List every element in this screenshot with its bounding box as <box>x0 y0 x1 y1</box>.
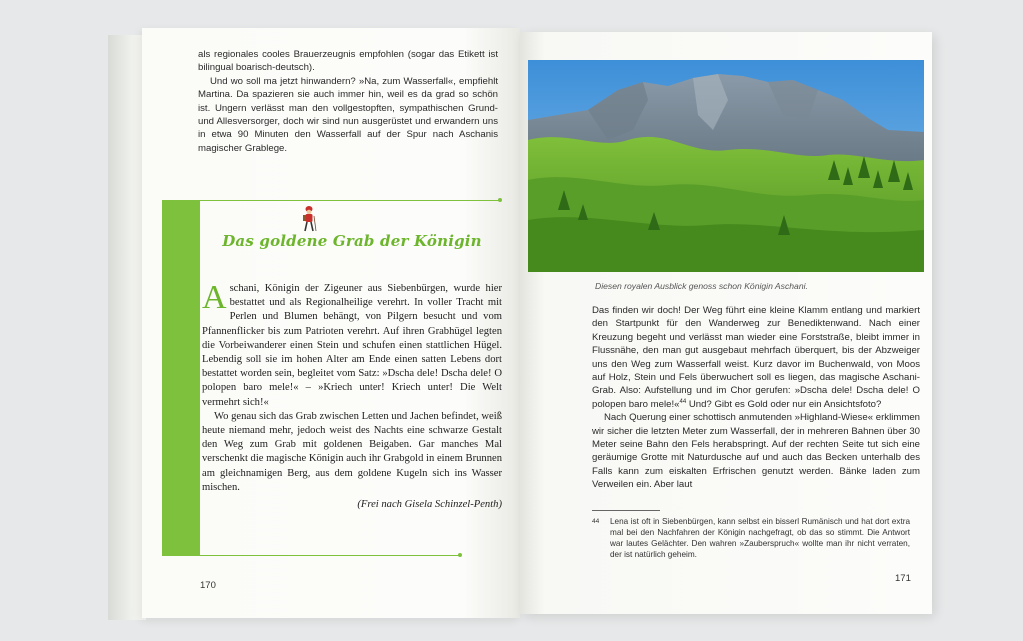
paragraph: Das finden wir doch! Der Weg führt eine kleine Klamm entlang und markiert den Startpunkt für den Wanderweg zur Benediktenwand. Nach einer Kreuzung begeht und verlässt man wieder eine Forststraße, bleibt immer in Flussnähe, den man gut ausgebaut mehrfach überquert, bis der Abzweiger uns den Weg zum Wasserfall weist. Kurz davor im Buchenwald, von Moos auf Holz, Stein und Fels überwuchert soll es liegen, das magische Aschani-Grab. Also: Aufstellung und im Chor gerufen: »Dscha dele! Dscha dele! O polopen baro mele!« <box>592 305 920 410</box>
paragraph: Nach Querung einer schottisch anmutenden »Highland-Wiese« erklimmen wir sicher die letzten Meter zum Wasserfall, der in mehreren Bahnen über 30 Meter seine Bahn den Fels herabspringt. Auf der rechten Seite tut sich eine geräumige Grotte mit Naturdusche auf und auch das Becken unterhalb des Falls kann zum eiskalten Erfrischen genutzt werden. Bänke laden zum Verweilen ein. Aber laut <box>592 412 920 491</box>
footnote-number: 44 <box>592 518 600 525</box>
paragraph: Und? Gibt es Gold oder nur ein Ansichtsfoto? <box>686 398 882 410</box>
paragraph: Und wo soll ma jetzt hinwandern? »Na, zum Wasserfall«, empfiehlt Martina. Da spazieren sie auch immer hin, weil es da grad so schön ist. Ungern verlässt man den vollgestopften, sympathischen Grund- und Allesversorger, doch wir sind nun ausgerüstet und erwandern uns in etwa 90 Minuten den Wasserfall auf der Spur nach Aschanis magischer Grablege. <box>198 75 498 154</box>
legend-box <box>162 200 500 558</box>
attribution: (Frei nach Gisela Schinzel-Penth) <box>357 499 502 511</box>
mountain-landscape-image <box>528 60 924 272</box>
hiker-icon <box>301 205 317 233</box>
footnote-rule <box>592 510 660 511</box>
footnote-reference: 44 <box>679 398 687 405</box>
right-page <box>520 32 932 614</box>
page-number: 171 <box>895 573 911 584</box>
paragraph: als regionales cooles Brauerzeugnis empfohlen (sogar das Etikett ist bilingual boarisch-deutsch). <box>198 49 498 74</box>
legend-text <box>202 279 502 512</box>
box-bottom-rule <box>200 555 460 556</box>
footnote-text: Lena ist oft in Siebenbürgen, kann selbst ein bisserl Rumänisch und hat dort extra mal bei den Nachfahren der Königin nachgefragt, ob das so stimmt. Die Antwort war lautes Gelächter. Den wahren »Zauberspruch« wollte man ihr nicht verraten, der ist natürlich geheim. <box>610 517 910 559</box>
legend-paragraph: Wo genau sich das Grab zwischen Letten und Jachen befindet, weiß heute niemand mehr, jedoch weist des Nachts eine schwarze Gestalt den Weg zum Grab mit goldenen Beigaben. Gar manches Mal verschenkt die magische Königin auch ihr Grabgold in einem Brunnen am gleichnamigen Berg, aus dem goldene Kugeln sich ins Wasser mischen. <box>202 410 502 493</box>
box-title: Das goldene Grab der Königin <box>222 232 482 250</box>
right-page-text <box>592 304 920 492</box>
rule-dot <box>458 553 462 557</box>
page-number: 170 <box>200 580 216 591</box>
left-page <box>142 28 520 618</box>
rule-dot <box>498 198 502 202</box>
photo-caption: Diesen royalen Ausblick genoss schon Königin Aschani. <box>595 281 808 291</box>
left-page-text <box>198 48 498 155</box>
legend-paragraph: schani, Königin der Zigeuner aus Siebenbürgen, wurde hier bestattet und als Regionalheilige verehrt. In voller Tracht mit Perlen und Blumen behängt, von Pilgern besucht und vom Pfannenflicker bis zum Patrioten verehrt. Auf ihren Grabhügel legten die Vorbeiwanderer einen Stein und schufen einen stattlichen Hügel. Lebendig soll sie im hohen Alter am Ende einen satten Lebens dort bestattet worden sein, begleitet vom Satz: »Dscha dele! Dscha dele! O polopen baro mele!« – »Kriech unter! Kriech unter! Die Welt vermehrt sich!« <box>202 283 502 408</box>
green-sidebar <box>162 200 200 556</box>
footnote <box>592 516 920 560</box>
drop-cap: A <box>202 279 227 316</box>
book-edge <box>108 35 146 620</box>
box-top-rule <box>200 200 500 201</box>
mountain-photo <box>528 60 924 272</box>
